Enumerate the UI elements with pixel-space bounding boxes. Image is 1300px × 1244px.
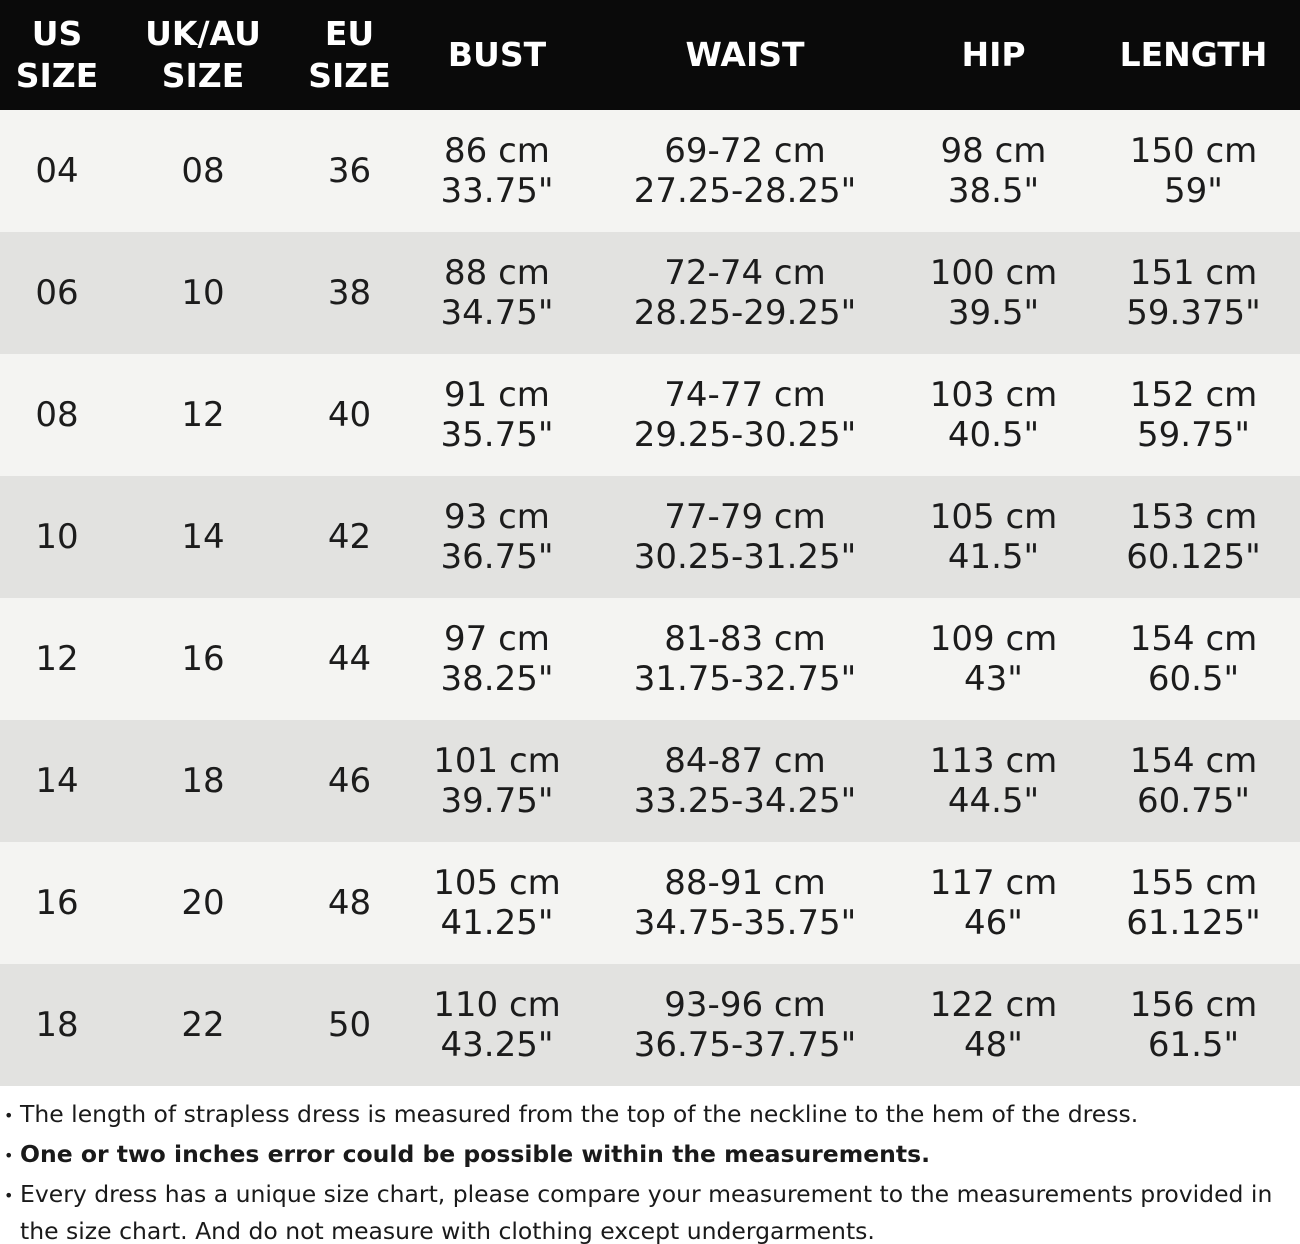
cell-bust-cm: 91 cm [444,375,550,415]
cell-uk-au-size: 20 [181,883,225,923]
cell-bust-cm: 97 cm [444,619,550,659]
table-row [0,354,1300,476]
cell-waist [620,354,870,476]
cell-bust-inches: 36.75" [440,537,554,577]
cell-us-size: 06 [35,273,79,313]
cell-bust-values [441,497,554,577]
cell-waist-cm: 88-91 cm [664,863,826,903]
cell-uk-au-size: 22 [181,1005,225,1045]
cell-waist [620,598,870,720]
cell-bust [418,110,576,232]
cell-waist-cm: 72-74 cm [664,253,826,293]
cell-hip-values [930,985,1058,1065]
cell-hip-inches: 48" [964,1025,1023,1065]
cell-bust [418,598,576,720]
cell-waist-cm: 74-77 cm [664,375,826,415]
cell-length-inches: 61.125" [1126,903,1261,943]
cell-length-cm: 155 cm [1129,863,1258,903]
cell-us-size: 16 [35,883,79,923]
cell-waist-cm: 77-79 cm [664,497,826,537]
cell-bust-cm: 86 cm [444,131,550,171]
cell-hip-cm: 100 cm [929,253,1058,293]
table-row [0,720,1300,842]
cell-hip [900,232,1087,354]
cell-length-cm: 153 cm [1129,497,1258,537]
cell-bust-cm: 101 cm [433,741,561,781]
cell-waist [620,720,870,842]
cell-waist [620,842,870,964]
cell-hip-values [930,863,1058,943]
cell-waist-inches: 33.25-34.25" [633,781,857,821]
table-row [0,598,1300,720]
cell-length [1100,110,1287,232]
cell-bust-inches: 34.75" [440,293,554,333]
cell-hip-cm: 103 cm [929,375,1058,415]
cell-length-cm: 154 cm [1129,619,1258,659]
cell-us-size: 08 [35,395,79,435]
cell-length-inches: 59.375" [1126,293,1261,333]
cell-bust-inches: 39.75" [440,781,554,821]
cell-waist [620,232,870,354]
cell-us-size: 18 [35,1005,79,1045]
bullet-icon: • [4,1146,14,1165]
cell-hip-inches: 44.5" [947,781,1040,821]
cell-bust-values [433,863,561,943]
bullet-icon: • [4,1186,14,1205]
cell-length [1100,476,1287,598]
header-hip: HIP [961,35,1026,74]
cell-bust-cm: 110 cm [433,985,561,1025]
cell-length-values [1130,985,1258,1065]
cell-hip-inches: 39.5" [947,293,1040,333]
cell-uk-au-size: 08 [181,151,225,191]
header-waist: WAIST [685,35,805,74]
header-eu-size: EU SIZE [308,14,391,95]
cell-bust-values [441,619,554,699]
cell-us-size: 14 [35,761,79,801]
note-item [4,1136,1294,1176]
cell-waist-inches: 28.25-29.25" [633,293,857,333]
cell-bust-values [441,131,554,211]
cell-waist-values [634,863,857,943]
cell-hip [900,598,1087,720]
cell-bust-inches: 33.75" [440,171,554,211]
cell-hip-cm: 117 cm [929,863,1058,903]
cell-uk-au-size: 12 [181,395,225,435]
cell-hip-values [930,741,1058,821]
cell-waist-values [634,131,857,211]
cell-eu-size: 42 [327,517,372,557]
cell-eu-size: 50 [327,1005,372,1045]
cell-uk-au-size: 16 [181,639,225,679]
cell-hip-values [930,253,1058,333]
cell-length-values [1126,253,1261,333]
cell-hip-cm: 105 cm [929,497,1058,537]
note-text: One or two inches error could be possible within the measurements. [20,1140,931,1168]
cell-hip-values [941,131,1047,211]
header-bust: BUST [447,35,547,74]
cell-hip-inches: 40.5" [947,415,1040,455]
cell-eu-size: 38 [327,273,372,313]
cell-bust-inches: 38.25" [440,659,554,699]
notes-list [4,1096,1294,1244]
note-item [4,1096,1294,1136]
cell-bust-values [441,375,554,455]
cell-hip [900,110,1087,232]
cell-waist [620,964,870,1086]
cell-waist-values [634,375,857,455]
cell-eu-size: 44 [327,639,372,679]
cell-bust [418,964,576,1086]
table-row [0,476,1300,598]
cell-length [1100,964,1287,1086]
cell-hip-inches: 43" [964,659,1023,699]
cell-bust-values [433,741,561,821]
cell-us-size: 10 [35,517,79,557]
cell-us-size: 12 [35,639,79,679]
table-row [0,842,1300,964]
cell-length-values [1130,741,1258,821]
cell-waist-inches: 30.25-31.25" [633,537,857,577]
cell-waist-values [634,253,857,333]
cell-waist [620,476,870,598]
cell-eu-size: 40 [327,395,372,435]
table-row [0,964,1300,1086]
cell-bust-inches: 43.25" [440,1025,554,1065]
header-uk-au-size: UK/AU SIZE [145,14,261,95]
cell-bust-cm: 88 cm [444,253,550,293]
table-row [0,232,1300,354]
cell-waist-inches: 27.25-28.25" [633,171,857,211]
cell-bust [418,354,576,476]
cell-waist [620,110,870,232]
cell-length-cm: 150 cm [1129,131,1258,171]
cell-length-inches: 61.5" [1147,1025,1240,1065]
note-item [4,1176,1294,1244]
cell-hip-values [930,497,1058,577]
cell-bust-inches: 35.75" [440,415,554,455]
header-us-size: US SIZE [15,14,99,95]
cell-waist-cm: 81-83 cm [664,619,826,659]
cell-hip [900,720,1087,842]
cell-length-inches: 60.125" [1126,537,1261,577]
cell-waist-inches: 36.75-37.75" [633,1025,857,1065]
cell-length-values [1126,497,1261,577]
cell-hip-cm: 122 cm [929,985,1058,1025]
cell-waist-values [634,985,857,1065]
cell-eu-size: 46 [327,761,372,801]
cell-eu-size: 36 [327,151,372,191]
cell-uk-au-size: 14 [181,517,225,557]
table-row [0,110,1300,232]
cell-hip [900,842,1087,964]
cell-length-values [1130,375,1258,455]
cell-bust [418,842,576,964]
cell-hip [900,964,1087,1086]
header-length: LENGTH [1119,35,1268,74]
cell-hip [900,476,1087,598]
cell-bust-values [433,985,561,1065]
cell-bust-values [441,253,554,333]
cell-waist-inches: 29.25-30.25" [633,415,857,455]
cell-waist-values [634,619,857,699]
cell-length [1100,232,1287,354]
cell-length-inches: 60.75" [1137,781,1250,821]
cell-hip-values [930,619,1058,699]
cell-bust [418,476,576,598]
cell-hip [900,354,1087,476]
cell-hip-inches: 46" [964,903,1023,943]
cell-bust-inches: 41.25" [440,903,554,943]
cell-waist-inches: 31.75-32.75" [633,659,857,699]
cell-bust [418,232,576,354]
cell-us-size: 04 [35,151,79,191]
table-header [0,0,1300,110]
cell-hip-cm: 98 cm [940,131,1047,171]
cell-length [1100,720,1287,842]
bullet-icon: • [4,1106,14,1125]
note-text: The length of strapless dress is measured from the top of the neckline to the hem of the dress. [20,1100,1139,1128]
cell-length-values [1126,863,1261,943]
cell-length-cm: 152 cm [1129,375,1258,415]
cell-waist-cm: 93-96 cm [664,985,826,1025]
cell-length-inches: 59" [1164,171,1223,211]
cell-hip-inches: 41.5" [947,537,1040,577]
cell-eu-size: 48 [327,883,372,923]
cell-bust-cm: 93 cm [444,497,550,537]
cell-hip-cm: 113 cm [929,741,1058,781]
cell-length-inches: 60.5" [1147,659,1240,699]
cell-waist-values [634,741,857,821]
cell-length-cm: 156 cm [1129,985,1258,1025]
cell-waist-cm: 84-87 cm [664,741,826,781]
cell-uk-au-size: 10 [181,273,225,313]
cell-bust-cm: 105 cm [433,863,561,903]
cell-length-values [1130,619,1258,699]
cell-waist-inches: 34.75-35.75" [633,903,857,943]
cell-length-inches: 59.75" [1137,415,1250,455]
cell-hip-cm: 109 cm [929,619,1058,659]
cell-waist-values [634,497,857,577]
cell-length-values [1130,131,1258,211]
cell-length [1100,354,1287,476]
cell-uk-au-size: 18 [181,761,225,801]
cell-hip-values [930,375,1058,455]
cell-hip-inches: 38.5" [947,171,1040,211]
cell-length [1100,842,1287,964]
cell-length-cm: 151 cm [1129,253,1258,293]
cell-length [1100,598,1287,720]
cell-bust [418,720,576,842]
note-text: Every dress has a unique size chart, please compare your measurement to the measurements provided in the size chart. And do not measure with clothing except undergarments. [20,1180,1273,1244]
cell-length-cm: 154 cm [1129,741,1258,781]
cell-waist-cm: 69-72 cm [664,131,826,171]
